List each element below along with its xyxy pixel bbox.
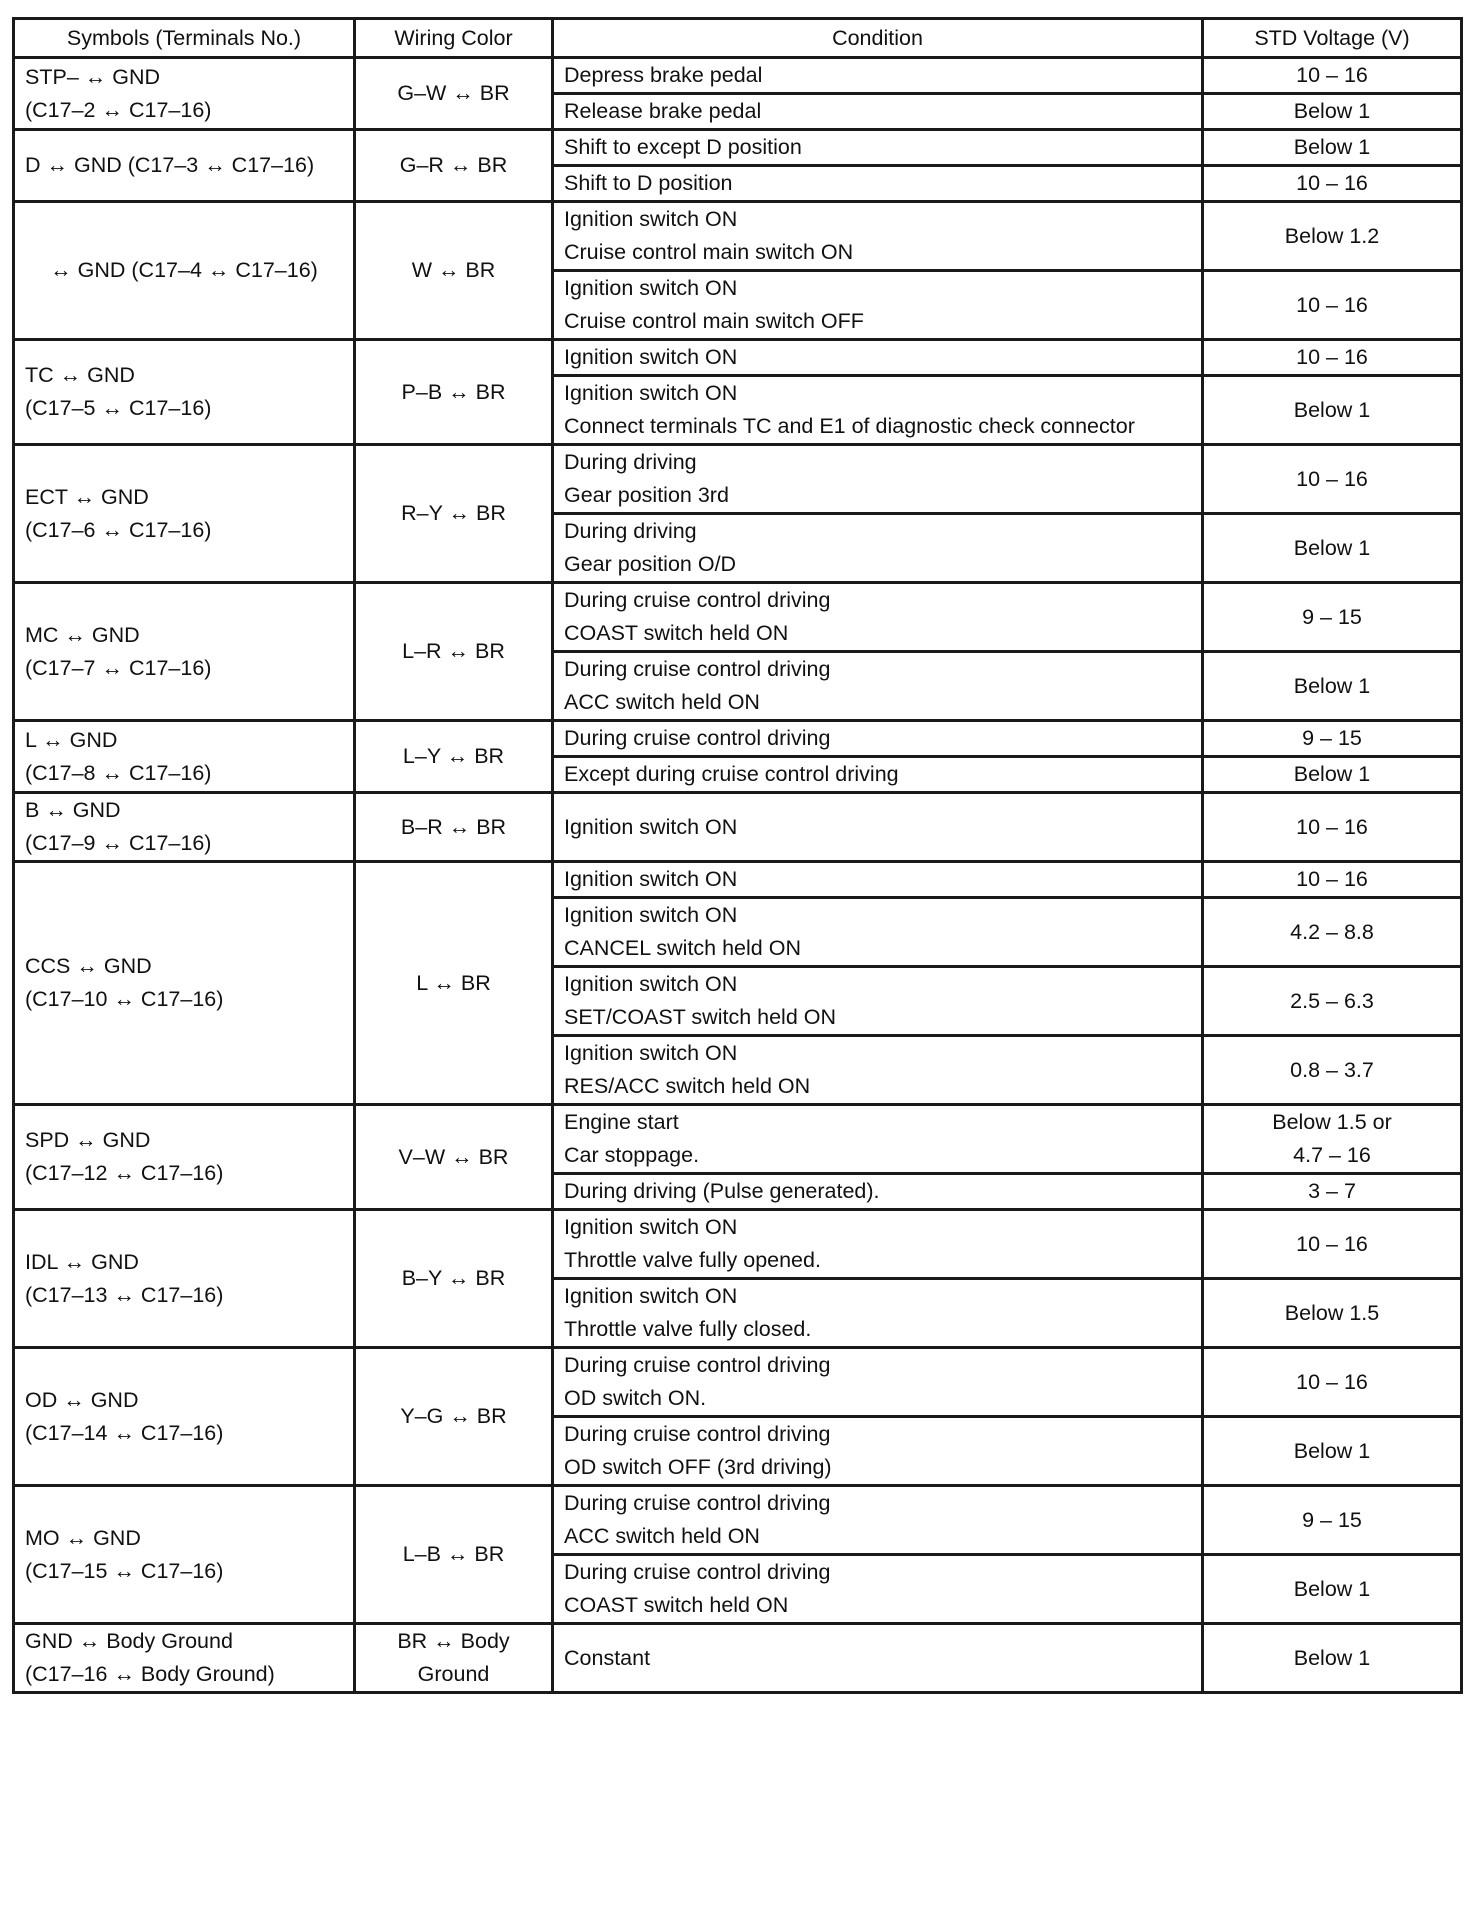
- wiring-color-cell: [355, 340, 553, 445]
- wiring-color-cell: [355, 583, 553, 721]
- wiring-color-cell: [355, 862, 553, 1105]
- condition-text: Ignition switch ON: [564, 345, 738, 369]
- condition-text: Ignition switch ON: [564, 903, 738, 927]
- std-voltage-cell: [1203, 1624, 1462, 1693]
- terminal-symbol-text: (C17–16 ↔ Body Ground): [25, 1662, 275, 1686]
- condition-cell: [553, 1348, 1203, 1417]
- terminal-symbol-cell: [14, 1486, 355, 1624]
- condition-cell: [553, 340, 1203, 376]
- wiring-color-cell: [355, 1624, 553, 1693]
- condition-text: During driving: [564, 450, 697, 474]
- terminal-symbol-text: OD ↔ GND: [25, 1387, 139, 1412]
- std-voltage-cell: [1203, 1036, 1462, 1105]
- condition-text: During cruise control driving: [564, 657, 831, 681]
- std-voltage-cell: [1203, 1417, 1462, 1486]
- std-voltage-cell: [1203, 1486, 1462, 1555]
- table-row: [14, 1348, 1462, 1417]
- table-row: [14, 721, 1462, 757]
- terminal-symbol-cell: [14, 202, 355, 340]
- terminal-symbol-text: (C17–9 ↔ C17–16): [25, 831, 212, 855]
- terminal-symbol-cell: [14, 445, 355, 583]
- terminal-symbol-text: (C17–12 ↔ C17–16): [25, 1161, 224, 1185]
- wiring-color-text: B–Y ↔ BR: [401, 1266, 506, 1290]
- terminal-symbol-cell: [14, 862, 355, 1105]
- condition-text: Ignition switch ON: [564, 381, 738, 405]
- wiring-color-text: L–B ↔ BR: [402, 1542, 505, 1566]
- condition-text: Gear position O/D: [564, 552, 737, 576]
- condition-cell: [553, 271, 1203, 340]
- condition-text: Cruise control main switch OFF: [564, 309, 864, 333]
- condition-text: During cruise control driving: [564, 1353, 831, 1377]
- table-row: [14, 1210, 1462, 1279]
- std-voltage-text: 4.7 – 16: [1293, 1143, 1371, 1167]
- condition-cell: [553, 514, 1203, 583]
- condition-text: Ignition switch ON: [564, 1041, 738, 1065]
- std-voltage-text: 10 – 16: [1296, 63, 1368, 87]
- std-voltage-cell: [1203, 514, 1462, 583]
- condition-cell: [553, 721, 1203, 757]
- table-row: [14, 445, 1462, 514]
- terminal-symbol-cell: [14, 793, 355, 862]
- wiring-color-text: L ↔ BR: [416, 970, 491, 995]
- terminal-symbol-text: (C17–14 ↔ C17–16): [25, 1420, 224, 1445]
- std-voltage-cell: [1203, 94, 1462, 130]
- condition-cell: [553, 1279, 1203, 1348]
- condition-cell: [553, 376, 1203, 445]
- std-voltage-text: Below 1: [1293, 535, 1371, 560]
- header-condition: Condition: [553, 19, 1203, 58]
- condition-text: OD switch ON.: [564, 1386, 707, 1410]
- condition-text: Car stoppage.: [564, 1143, 700, 1167]
- std-voltage-text: 2.5 – 6.3: [1290, 988, 1374, 1013]
- terminal-symbol-text: SPD ↔ GND: [25, 1128, 151, 1152]
- table-row: [14, 793, 1462, 862]
- condition-text: During cruise control driving: [564, 1491, 831, 1515]
- std-voltage-text: Below 1: [1293, 1576, 1371, 1601]
- std-voltage-cell: [1203, 1279, 1462, 1348]
- table-row: [14, 583, 1462, 652]
- std-voltage-text: Below 1: [1293, 1438, 1371, 1463]
- std-voltage-text: 10 – 16: [1296, 1369, 1368, 1394]
- wiring-color-text: G–W ↔ BR: [397, 81, 510, 105]
- condition-text: Gear position 3rd: [564, 483, 729, 507]
- condition-cell: [553, 862, 1203, 898]
- condition-text: During cruise control driving: [564, 588, 831, 612]
- terminal-symbol-cell: [14, 58, 355, 130]
- terminal-symbol-text: (C17–2 ↔ C17–16): [25, 97, 212, 122]
- terminal-symbol-text: MO ↔ GND: [25, 1525, 141, 1550]
- std-voltage-text: 9 – 15: [1302, 726, 1362, 750]
- std-voltage-cell: [1203, 757, 1462, 793]
- std-voltage-text: 9 – 15: [1302, 1507, 1362, 1532]
- table-row: [14, 862, 1462, 898]
- condition-text: RES/ACC switch held ON: [564, 1074, 811, 1098]
- condition-cell: [553, 58, 1203, 94]
- std-voltage-cell: [1203, 1105, 1462, 1174]
- header-row: [14, 19, 1462, 58]
- terminal-symbol-cell: [14, 1105, 355, 1210]
- condition-cell: [553, 166, 1203, 202]
- condition-text: Ignition switch ON: [564, 867, 738, 891]
- terminal-symbol-text: IDL ↔ GND: [25, 1249, 139, 1274]
- terminal-symbol-text: B ↔ GND: [25, 798, 121, 822]
- condition-cell: [553, 1210, 1203, 1279]
- condition-cell: [553, 583, 1203, 652]
- condition-text: During cruise control driving: [564, 726, 831, 750]
- condition-text: Except during cruise control driving: [564, 762, 899, 786]
- condition-text: ACC switch held ON: [564, 690, 760, 714]
- std-voltage-cell: [1203, 58, 1462, 94]
- std-voltage-text: 3 – 7: [1308, 1179, 1356, 1203]
- condition-cell: [553, 652, 1203, 721]
- terminal-symbol-text: STP– ↔ GND: [25, 64, 160, 89]
- condition-text: Depress brake pedal: [564, 63, 763, 87]
- terminal-symbol-text: (C17–6 ↔ C17–16): [25, 517, 212, 542]
- condition-cell: [553, 1105, 1203, 1174]
- wiring-color-cell: [355, 202, 553, 340]
- std-voltage-text: 4.2 – 8.8: [1290, 919, 1374, 944]
- terminal-symbol-text: (C17–7 ↔ C17–16): [25, 655, 212, 680]
- terminal-symbol-cell: [14, 130, 355, 202]
- std-voltage-cell: [1203, 271, 1462, 340]
- std-voltage-cell: [1203, 340, 1462, 376]
- condition-text: Engine start: [564, 1110, 679, 1134]
- std-voltage-cell: [1203, 1348, 1462, 1417]
- terminal-symbol-text: GND ↔ Body Ground: [25, 1629, 233, 1653]
- condition-text: During driving (Pulse generated).: [564, 1179, 880, 1203]
- condition-cell: [553, 793, 1203, 862]
- condition-text: Ignition switch ON: [564, 972, 738, 996]
- std-voltage-cell: [1203, 1174, 1462, 1210]
- wiring-color-cell: [355, 1348, 553, 1486]
- condition-text: Throttle valve fully closed.: [564, 1317, 812, 1341]
- wiring-color-text: BR ↔ Body: [397, 1629, 510, 1653]
- wiring-color-text: V–W ↔ BR: [398, 1144, 509, 1169]
- condition-text: Ignition switch ON: [564, 1215, 738, 1239]
- std-voltage-cell: [1203, 583, 1462, 652]
- terminal-symbol-cell: [14, 721, 355, 793]
- terminal-symbol-text: (C17–8 ↔ C17–16): [25, 760, 212, 785]
- wiring-color-text: R–Y ↔ BR: [401, 501, 506, 525]
- condition-text: Shift to except D position: [564, 135, 802, 159]
- terminal-symbol-text: D ↔ GND (C17–3 ↔ C17–16): [25, 153, 315, 177]
- condition-text: Ignition switch ON: [564, 276, 738, 300]
- std-voltage-text: 9 – 15: [1302, 604, 1362, 629]
- std-voltage-cell: [1203, 652, 1462, 721]
- table-row: [14, 340, 1462, 376]
- condition-cell: [553, 94, 1203, 130]
- table-row: [14, 1105, 1462, 1174]
- terminal-symbol-text: ECT ↔ GND: [25, 484, 149, 509]
- condition-text: During cruise control driving: [564, 1560, 831, 1584]
- std-voltage-text: Below 1: [1293, 99, 1371, 123]
- table-row: [14, 202, 1462, 271]
- std-voltage-cell: [1203, 862, 1462, 898]
- header-symbols: Symbols (Terminals No.): [14, 19, 355, 58]
- terminal-symbol-text: CCS ↔ GND: [25, 954, 152, 978]
- std-voltage-text: Below 1: [1293, 397, 1371, 422]
- condition-text: Ignition switch ON: [564, 814, 738, 839]
- wiring-color-text: L–Y ↔ BR: [402, 744, 505, 768]
- std-voltage-text: Below 1: [1293, 673, 1371, 698]
- std-voltage-text: Below 1: [1293, 1645, 1371, 1670]
- condition-text: Connect terminals TC and E1 of diagnostic check connector: [564, 414, 1135, 438]
- condition-text: SET/COAST switch held ON: [564, 1005, 837, 1029]
- header-std-voltage: STD Voltage (V): [1203, 19, 1462, 58]
- terminal-symbol-cell: [14, 583, 355, 721]
- condition-cell: [553, 1624, 1203, 1693]
- std-voltage-text: Below 1.5: [1284, 1300, 1380, 1325]
- condition-text: COAST switch held ON: [564, 621, 789, 645]
- terminal-symbol-text: ↔ GND (C17–4 ↔ C17–16): [50, 258, 318, 282]
- terminal-symbol-cell: [14, 340, 355, 445]
- terminal-symbol-cell: [14, 1348, 355, 1486]
- terminal-symbol-text: MC ↔ GND: [25, 622, 140, 647]
- terminal-symbol-cell: [14, 1624, 355, 1693]
- condition-text: ACC switch held ON: [564, 1524, 760, 1548]
- std-voltage-text: 10 – 16: [1296, 466, 1368, 491]
- std-voltage-text: 10 – 16: [1296, 814, 1368, 839]
- terminal-symbol-text: L ↔ GND: [25, 727, 118, 752]
- std-voltage-text: 0.8 – 3.7: [1290, 1057, 1374, 1082]
- std-voltage-text: 10 – 16: [1296, 1231, 1368, 1256]
- wiring-color-text: P–B ↔ BR: [401, 379, 506, 404]
- table-body: [14, 58, 1462, 1693]
- wiring-color-cell: [355, 445, 553, 583]
- std-voltage-cell: [1203, 1555, 1462, 1624]
- wiring-color-cell: [355, 58, 553, 130]
- table-row: [14, 130, 1462, 166]
- condition-cell: [553, 898, 1203, 967]
- condition-cell: [553, 1555, 1203, 1624]
- condition-text: Release brake pedal: [564, 99, 762, 123]
- std-voltage-cell: [1203, 166, 1462, 202]
- wiring-color-text: L–R ↔ BR: [402, 639, 505, 663]
- condition-cell: [553, 1486, 1203, 1555]
- std-voltage-cell: [1203, 130, 1462, 166]
- condition-text: Shift to D position: [564, 171, 733, 195]
- std-voltage-cell: [1203, 967, 1462, 1036]
- header-wiring-color: Wiring Color: [355, 19, 553, 58]
- condition-text: Ignition switch ON: [564, 1284, 738, 1308]
- wiring-color-text: Ground: [417, 1662, 490, 1686]
- terminal-symbol-text: (C17–10 ↔ C17–16): [25, 987, 224, 1011]
- wiring-color-cell: [355, 1486, 553, 1624]
- condition-text: OD switch OFF (3rd driving): [564, 1455, 832, 1479]
- condition-text: Constant: [564, 1645, 651, 1670]
- terminal-symbol-text: (C17–15 ↔ C17–16): [25, 1558, 224, 1583]
- wiring-color-cell: [355, 721, 553, 793]
- condition-cell: [553, 757, 1203, 793]
- std-voltage-text: Below 1: [1293, 762, 1371, 786]
- terminal-voltage-table: [12, 17, 1463, 1694]
- wiring-color-cell: [355, 1210, 553, 1348]
- condition-cell: [553, 1417, 1203, 1486]
- condition-text: During cruise control driving: [564, 1422, 831, 1446]
- std-voltage-cell: [1203, 1210, 1462, 1279]
- std-voltage-cell: [1203, 721, 1462, 757]
- condition-text: Cruise control main switch ON: [564, 240, 854, 264]
- condition-text: Ignition switch ON: [564, 207, 738, 231]
- std-voltage-text: 10 – 16: [1296, 292, 1368, 317]
- std-voltage-text: Below 1.5 or: [1272, 1110, 1392, 1134]
- std-voltage-text: 10 – 16: [1296, 171, 1368, 195]
- wiring-color-text: B–R ↔ BR: [400, 814, 507, 839]
- condition-cell: [553, 130, 1203, 166]
- table-row: [14, 1486, 1462, 1555]
- wiring-color-cell: [355, 1105, 553, 1210]
- wiring-color-text: Y–G ↔ BR: [400, 1404, 507, 1428]
- condition-text: CANCEL switch held ON: [564, 936, 801, 960]
- condition-cell: [553, 967, 1203, 1036]
- condition-cell: [553, 202, 1203, 271]
- wiring-color-text: W ↔ BR: [411, 258, 496, 282]
- std-voltage-text: 10 – 16: [1296, 345, 1368, 369]
- std-voltage-text: Below 1: [1293, 135, 1371, 159]
- std-voltage-cell: [1203, 445, 1462, 514]
- std-voltage-cell: [1203, 202, 1462, 271]
- condition-text: Throttle valve fully opened.: [564, 1248, 821, 1272]
- terminal-symbol-text: TC ↔ GND: [25, 363, 135, 387]
- condition-cell: [553, 445, 1203, 514]
- wiring-color-text: G–R ↔ BR: [399, 153, 508, 177]
- terminal-symbol-cell: [14, 1210, 355, 1348]
- condition-cell: [553, 1036, 1203, 1105]
- terminal-symbol-text: (C17–13 ↔ C17–16): [25, 1282, 224, 1307]
- condition-text: COAST switch held ON: [564, 1593, 789, 1617]
- table-row: [14, 58, 1462, 94]
- condition-cell: [553, 1174, 1203, 1210]
- std-voltage-cell: [1203, 376, 1462, 445]
- std-voltage-text: 10 – 16: [1296, 867, 1368, 891]
- std-voltage-text: Below 1.2: [1284, 223, 1380, 248]
- table-row: [14, 1624, 1462, 1693]
- wiring-color-cell: [355, 793, 553, 862]
- wiring-color-cell: [355, 130, 553, 202]
- std-voltage-cell: [1203, 793, 1462, 862]
- terminal-symbol-text: (C17–5 ↔ C17–16): [25, 396, 212, 420]
- condition-text: During driving: [564, 519, 697, 543]
- std-voltage-cell: [1203, 898, 1462, 967]
